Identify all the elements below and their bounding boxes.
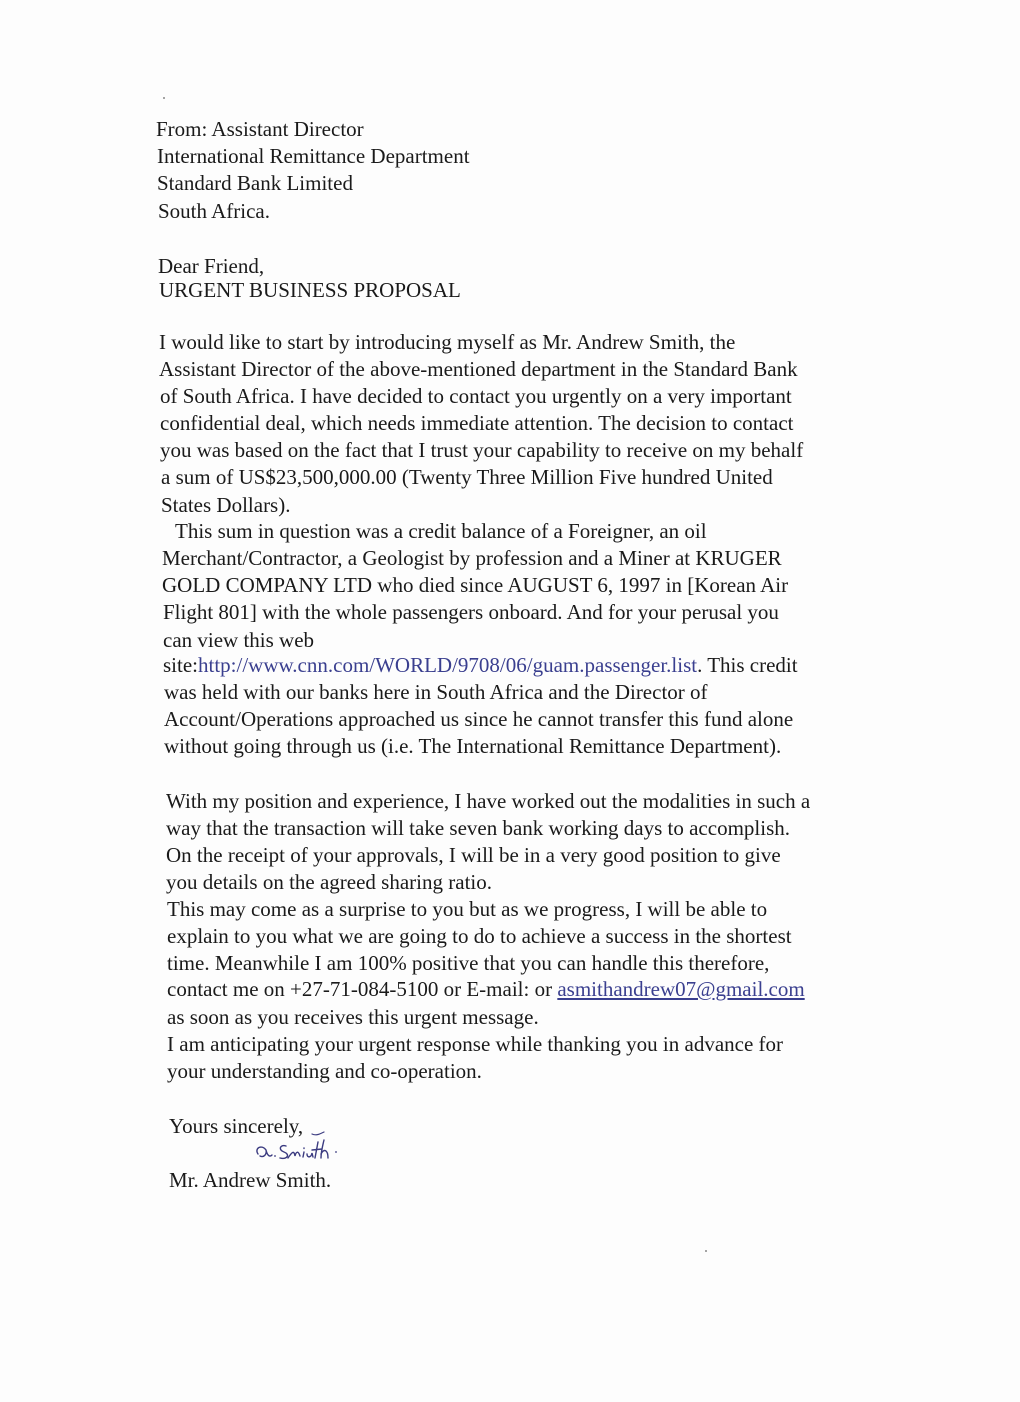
body-line: Merchant/Contractor, a Geologist by profession and a Miner at KRUGER [162,546,782,570]
body-line: you was based on the fact that I trust your capability to receive on my behalf [160,438,804,462]
body-line: explain to you what we are going to do to achieve a success in the shortest [167,924,792,948]
scan-speck [705,1250,707,1252]
bank-line: Standard Bank Limited [157,171,353,195]
country-line: South Africa. [158,199,270,223]
valediction: Yours sincerely, [169,1114,304,1138]
body-line: I am anticipating your urgent response while thanking you in advance for [167,1032,784,1056]
from-line: From: Assistant Director [156,117,364,141]
body-line: Assistant Director of the above-mentioned department in the Standard Bank [159,357,798,381]
body-line: This may come as a surprise to you but as we progress, I will be able to [167,897,768,921]
web-link-line [163,652,798,678]
body-line: With my position and experience, I have worked out the modalities in such a [166,789,811,813]
department-line: International Remittance Department [157,144,470,168]
scan-speck [163,97,165,99]
body-line: time. Meanwhile I am 100% positive that you can handle this therefore, [167,951,770,975]
body-line: GOLD COMPANY LTD who died since AUGUST 6, 1997 in [Korean Air [162,573,789,597]
greeting: Dear Friend, [158,254,265,278]
handwritten-signature [252,1128,352,1168]
body-line: can view this web [163,628,315,652]
contact-prefix: contact me on +27-71-084-5100 or E-mail: or [167,977,558,1001]
body-line: Account/Operations approached us since he cannot transfer this fund alone [164,707,794,731]
body-line: you details on the agreed sharing ratio. [166,870,492,894]
email-link[interactable]: asmithandrew07@gmail.com [557,977,805,1001]
body-line: as soon as you receives this urgent message. [167,1005,539,1029]
body-line: without going through us (i.e. The International Remittance Department). [164,734,782,758]
body-line: was held with our banks here in South Africa and the Director of [164,680,708,704]
body-line: way that the transaction will take seven bank working days to accomplish. [166,816,791,840]
body-line: On the receipt of your approvals, I will be in a very good position to give [166,843,781,867]
site-prefix: site: [163,653,198,677]
subject-line: URGENT BUSINESS PROPOSAL [159,278,461,302]
cnn-passenger-list-link[interactable]: http://www.cnn.com/WORLD/9708/06/guam.passenger.list [198,653,698,677]
signatory-name: Mr. Andrew Smith. [169,1168,332,1192]
body-line: I would like to start by introducing myself as Mr. Andrew Smith, the [159,330,736,354]
body-line: a sum of US$23,500,000.00 (Twenty Three Million Five hundred United [161,465,773,489]
body-line: Flight 801] with the whole passengers onboard. And for your perusal you [163,600,779,624]
body-line: This sum in question was a credit balance of a Foreigner, an oil [175,519,707,543]
body-line: your understanding and co-operation. [167,1059,482,1083]
body-line: confidential deal, which needs immediate attention. The decision to contact [160,411,794,435]
contact-line [167,976,805,1002]
site-suffix: . This credit [697,653,798,677]
body-line: of South Africa. I have decided to contact you urgently on a very important [160,384,792,408]
body-line: States Dollars). [161,493,291,517]
